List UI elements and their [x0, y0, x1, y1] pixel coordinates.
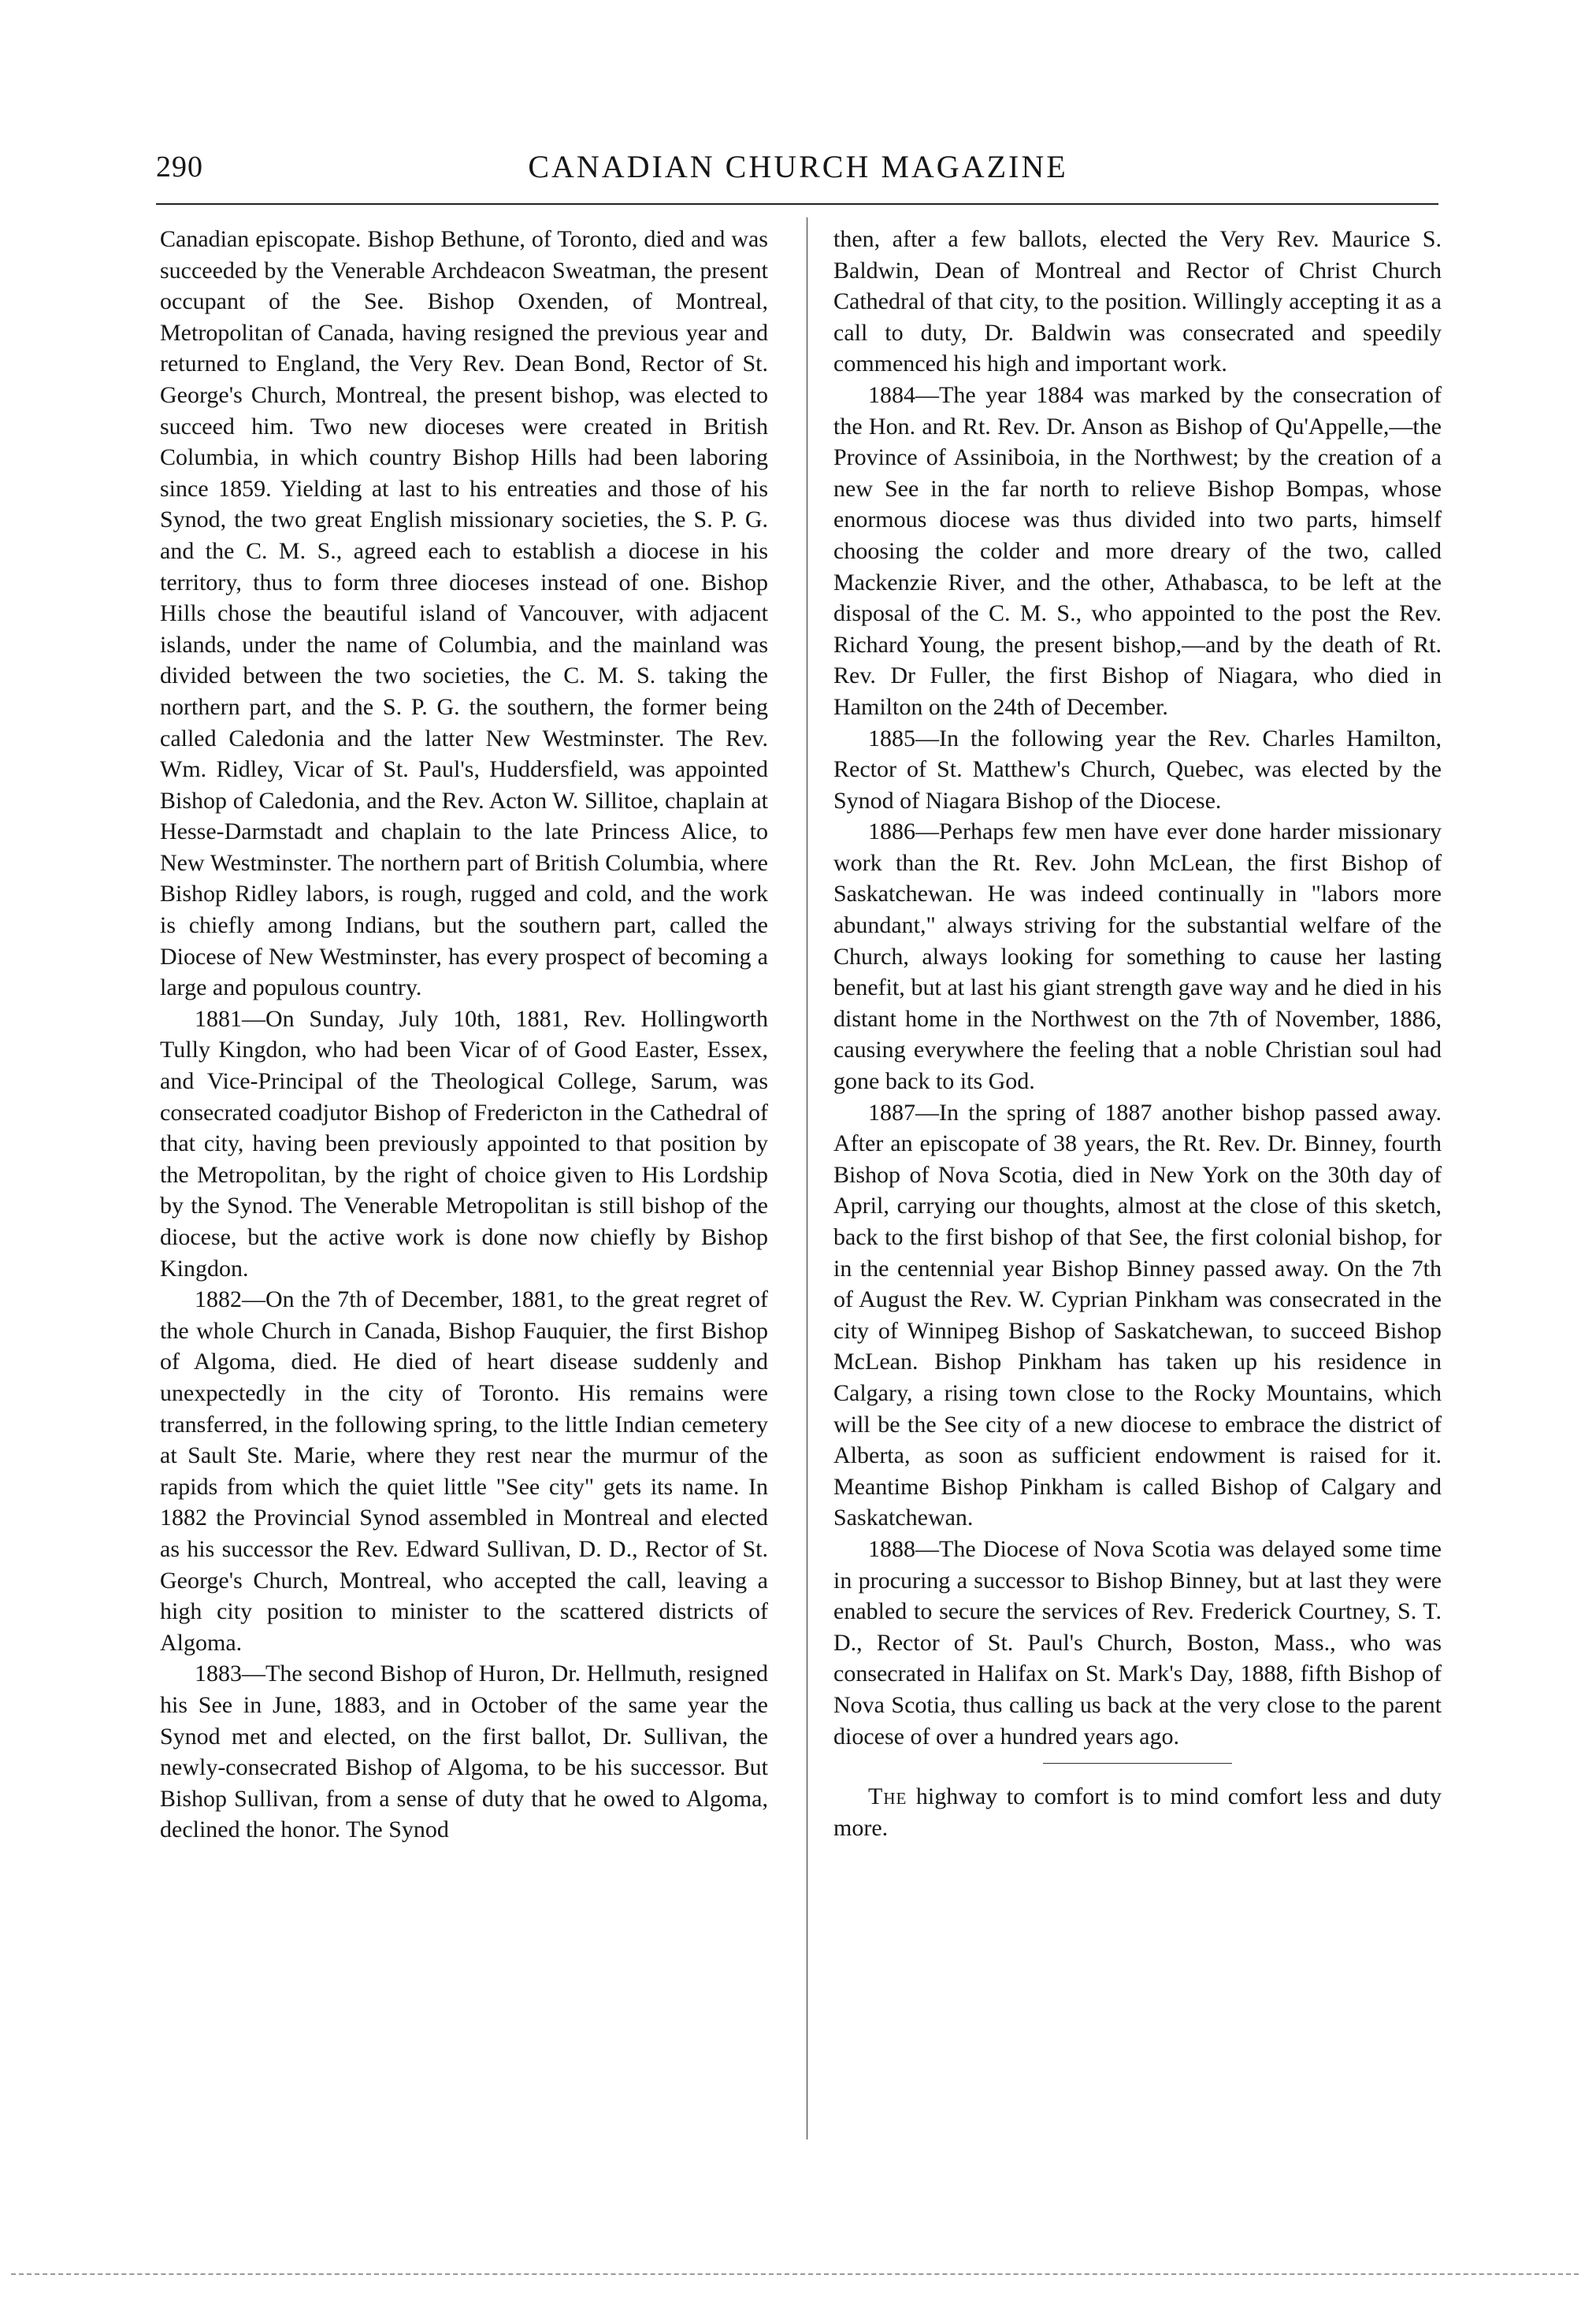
- paragraph: 1887—In the spring of 1887 another bishop passed away. After an episcopate of 38 years, the Rt. Rev. Dr. Binney, fourth Bishop of Nova Scotia, died in New York on the 30th day of April, carrying our thoughts, almost at the close of this sketch, back to the first bishop of that See, the first colonial bishop, for in the centennial year Bishop Binney passed away. On the 7th of August the Rev. W. Cyprian Pinkham was consecrated in the city of Winnipeg Bishop of Saskatchewan, to succeed Bishop McLean. Bishop Pinkham has taken up his residence in Calgary, a rising town close to the Rocky Mountains, which will be the See city of a new diocese to embrace the district of Alberta, as soon as sufficient endowment is raised for it. Meantime Bishop Pinkham is called Bishop of Calgary and Saskatchewan.: [833, 1099, 1442, 1531]
- paragraph: 1884—The year 1884 was marked by the consecration of the Hon. and Rt. Rev. Dr. Anson as Bishop of Qu'Appelle,—the Province of Assiniboia, in the Northwest; by the creation of a new See in the far north to relieve Bishop Bompas, whose enormous diocese was thus divided into two parts, himself choosing the colder and more dreary of the two, called Mackenzie River, and the other, Athabasca, to be left at the disposal of the C. M. S., who appointed to the post the Rev. Richard Young, the present bishop,—and by the death of Rt. Rev. Dr Fuller, the first Bishop of Niagara, who died in Hamilton on the 24th of December.: [833, 381, 1442, 720]
- column-left: [160, 224, 768, 1846]
- paragraph: 1882—On the 7th of December, 1881, to the great regret of the whole Church in Canada, Bishop Fauquier, the first Bishop of Algoma, died. He died of heart disease suddenly and unexpectedly in the city of Toronto. His remains were transferred, in the following spring, to the little Indian cemetery at Sault Ste. Marie, where they rest near the murmur of the rapids from which the quiet little "See city" gets its name. In 1882 the Provincial Synod assembled in Montreal and elected as his successor the Rev. Edward Sullivan, D. D., Rector of St. George's Church, Montreal, who accepted the call, leaving a high city position to minister to the scattered districts of Algoma.: [160, 1286, 768, 1656]
- paragraph: 1883—The second Bishop of Huron, Dr. Hellmuth, resigned his See in June, 1883, and in October of the same year the Synod met and elected, on the first ballot, Dr. Sullivan, the newly-consecrated Bishop of Algoma, to be his successor. But Bishop Sullivan, from a sense of duty that he owed to Algoma, declined the honor. The Synod: [160, 1661, 768, 1843]
- paragraph: 1888—The Diocese of Nova Scotia was delayed some time in procuring a successor to Bishop Binney, but at last they were enabled to secure the services of Rev. Frederick Courtney, S. T. D., Rector of St. Paul's Church, Boston, Mass., who was consecrated in Halifax on St. Mark's Day, 1888, fifth Bishop of Nova Scotia, thus calling us back at the very close to the parent diocese of over a hundred years ago.: [833, 1535, 1442, 1750]
- column-right: [833, 224, 1442, 1843]
- paragraph: 1881—On Sunday, July 10th, 1881, Rev. Hollingworth Tully Kingdon, who had been Vicar of of Good Easter, Essex, and Vice-Principal of the Theological College, Sarum, was consecrated coadjutor Bishop of Fredericton in the Cathedral of that city, having been previously appointed to that position by the Metropolitan, by the right of choice given to His Lordship by the Synod. The Venerable Metropolitan is still bishop of the diocese, but the active work is done now chiefly by Bishop Kingdon.: [160, 1005, 768, 1282]
- paragraph: 1885—In the following year the Rev. Charles Hamilton, Rector of St. Matthew's Church, Quebec, was elected by the Synod of Niagara Bishop of the Diocese.: [833, 725, 1442, 814]
- page-number: 290: [156, 150, 203, 184]
- running-head: CANADIAN CHURCH MAGAZINE: [528, 149, 1068, 184]
- separator-rule: [1043, 1763, 1232, 1764]
- paragraph: Canadian episcopate. Bishop Bethune, of Toronto, died and was succeeded by the Venerable Archdeacon Sweatman, the present occupant of the See. Bishop Oxenden, of Montreal, Metropolitan of Canada, having resigned the previous year and returned to England, the Very Rev. Dean Bond, Rector of St. George's Church, Montreal, the present bishop, was elected to succeed him. Two new dioceses were created in British Columbia, in which country Bishop Hills had been laboring since 1859. Yielding at last to his entreaties and those of his Synod, the two great English missionary societies, the S. P. G. and the C. M. S., agreed each to establish a diocese in his territory, thus to form three dioceses instead of one. Bishop Hills chose the beautiful island of Vancouver, with adjacent islands, under the name of Columbia, and the mainland was divided between the two societies, the C. M. S. taking the northern part, and the S. P. G. the southern, the former being called Caledonia and the latter New Westminster. The Rev. Wm. Ridley, Vicar of St. Paul's, Huddersfield, was appointed Bishop of Caledonia, and the Rev. Acton W. Sillitoe, chaplain at Hesse-Darmstadt and chaplain to the late Princess Alice, to New Westminster. The northern part of British Columbia, where Bishop Ridley labors, is rough, rugged and cold, and the work is chiefly among Indians, but the southern part, called the Diocese of New Westminster, has every prospect of becoming a large and populous country.: [160, 226, 768, 1001]
- paragraph: 1886—Perhaps few men have ever done harder missionary work than the Rt. Rev. John McLean, the first Bishop of Saskatchewan. He was indeed continually in "labors more abundant," always striving for the substantial welfare of the Church, always looking for something to cause her lasting benefit, but at last his giant strength gave way and he died in his distant home in the Northwest on the 7th of November, 1886, causing everywhere the feeling that a noble Christian soul had gone back to its God.: [833, 818, 1442, 1095]
- epigram-lead: The: [868, 1783, 907, 1810]
- epigram-text: highway to comfort is to mind comfort less and duty more.: [833, 1783, 1442, 1841]
- epigram: [833, 1781, 1442, 1843]
- bottom-edge-rule: [11, 2273, 1579, 2275]
- header-rule: [156, 203, 1438, 205]
- paragraph: then, after a few ballots, elected the Very Rev. Maurice S. Baldwin, Dean of Montreal and Rector of Christ Church Cathedral of that city, to the position. Willingly accepting it as a call to duty, Dr. Baldwin was consecrated and speedily commenced his high and important work.: [833, 226, 1442, 377]
